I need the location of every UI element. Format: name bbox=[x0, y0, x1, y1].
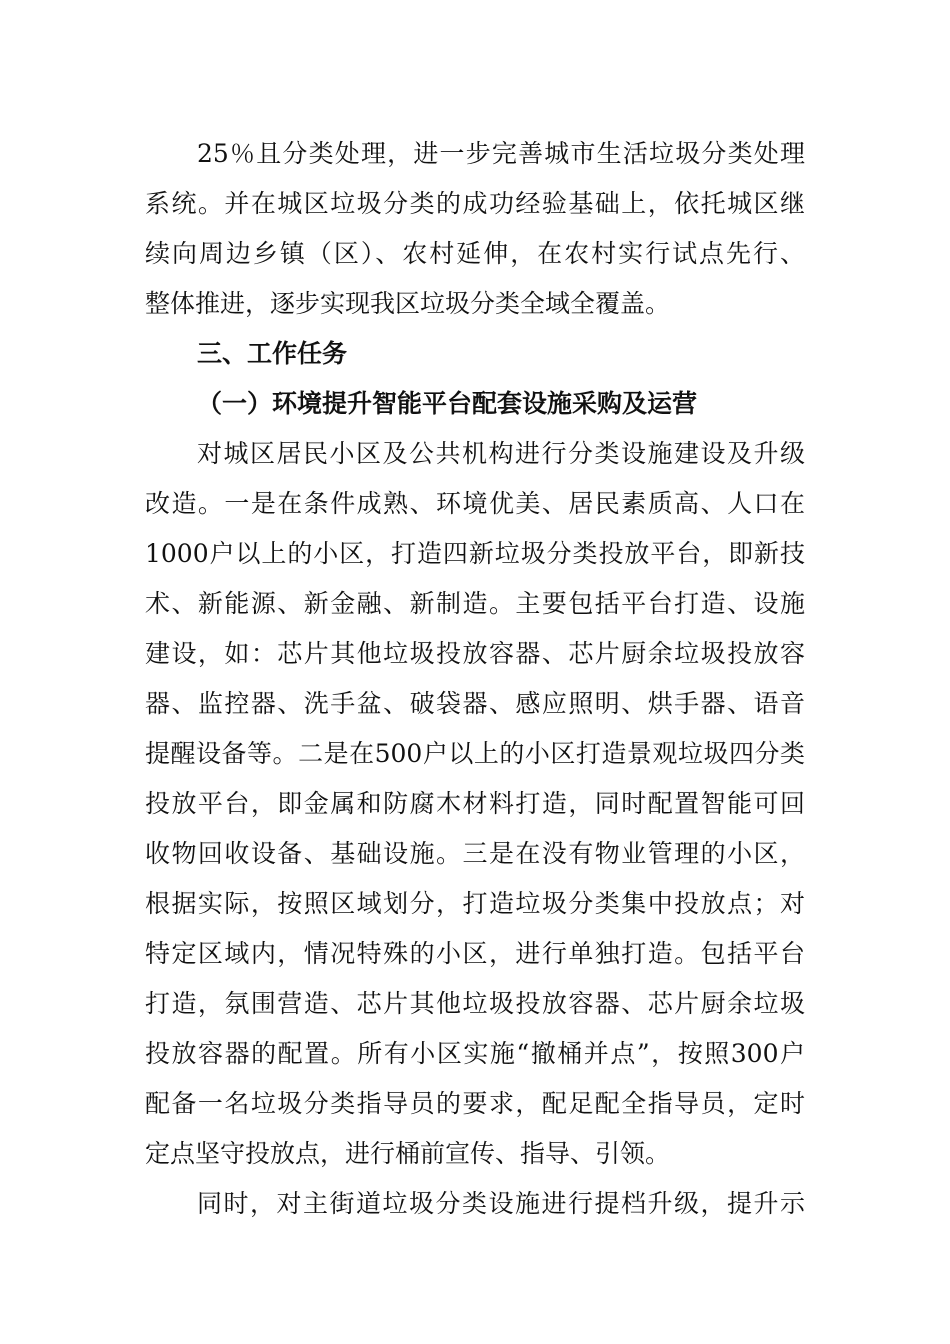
paragraph-line: 打造，氛围营造、芯片其他垃圾投放容器、芯片厨余垃圾 bbox=[145, 989, 805, 1018]
paragraph-line: 特定区域内，情况特殊的小区，进行单独打造。包括平台 bbox=[145, 939, 805, 968]
paragraph-line: 配备一名垃圾分类指导员的要求，配足配全指导员，定时 bbox=[145, 1089, 805, 1118]
paragraph-line: 对城区居民小区及公共机构进行分类设施建设及升级 bbox=[197, 439, 805, 468]
paragraph-line: 系统。并在城区垃圾分类的成功经验基础上，依托城区继 bbox=[145, 189, 805, 218]
paragraph-line: 同时，对主街道垃圾分类设施进行提档升级，提升示 bbox=[197, 1189, 805, 1218]
paragraph-line: 整体推进，逐步实现我区垃圾分类全域全覆盖。 bbox=[145, 289, 671, 318]
paragraph-line: 定点坚守投放点，进行桶前宣传、指导、引领。 bbox=[145, 1139, 671, 1168]
paragraph-line: 收物回收设备、基础设施。三是在没有物业管理的小区， bbox=[145, 839, 805, 868]
paragraph-line: 25％且分类处理，进一步完善城市生活垃圾分类处理 bbox=[197, 139, 805, 168]
section-heading: 三、工作任务 bbox=[197, 339, 348, 368]
paragraph-line: 提醒设备等。二是在500户以上的小区打造景观垃圾四分类 bbox=[145, 739, 805, 768]
paragraph-line: 器、监控器、洗手盆、破袋器、感应照明、烘手器、语音 bbox=[145, 689, 805, 718]
paragraph-line: 术、新能源、新金融、新制造。主要包括平台打造、设施 bbox=[145, 589, 805, 618]
paragraph-line: 投放平台，即金属和防腐木材料打造，同时配置智能可回 bbox=[145, 789, 805, 818]
paragraph-line: 投放容器的配置。所有小区实施“撤桶并点”，按照300户 bbox=[145, 1039, 805, 1068]
paragraph-line: 续向周边乡镇（区）、农村延伸，在农村实行试点先行、 bbox=[145, 239, 805, 268]
paragraph-line: 改造。一是在条件成熟、环境优美、居民素质高、人口在 bbox=[145, 489, 805, 518]
paragraph-line: 1000户以上的小区，打造四新垃圾分类投放平台，即新技 bbox=[145, 539, 805, 568]
subsection-heading: （一）环境提升智能平台配套设施采购及运营 bbox=[197, 389, 698, 418]
paragraph-line: 建设，如：芯片其他垃圾投放容器、芯片厨余垃圾投放容 bbox=[145, 639, 805, 668]
paragraph-line: 根据实际，按照区域划分，打造垃圾分类集中投放点；对 bbox=[145, 889, 805, 918]
